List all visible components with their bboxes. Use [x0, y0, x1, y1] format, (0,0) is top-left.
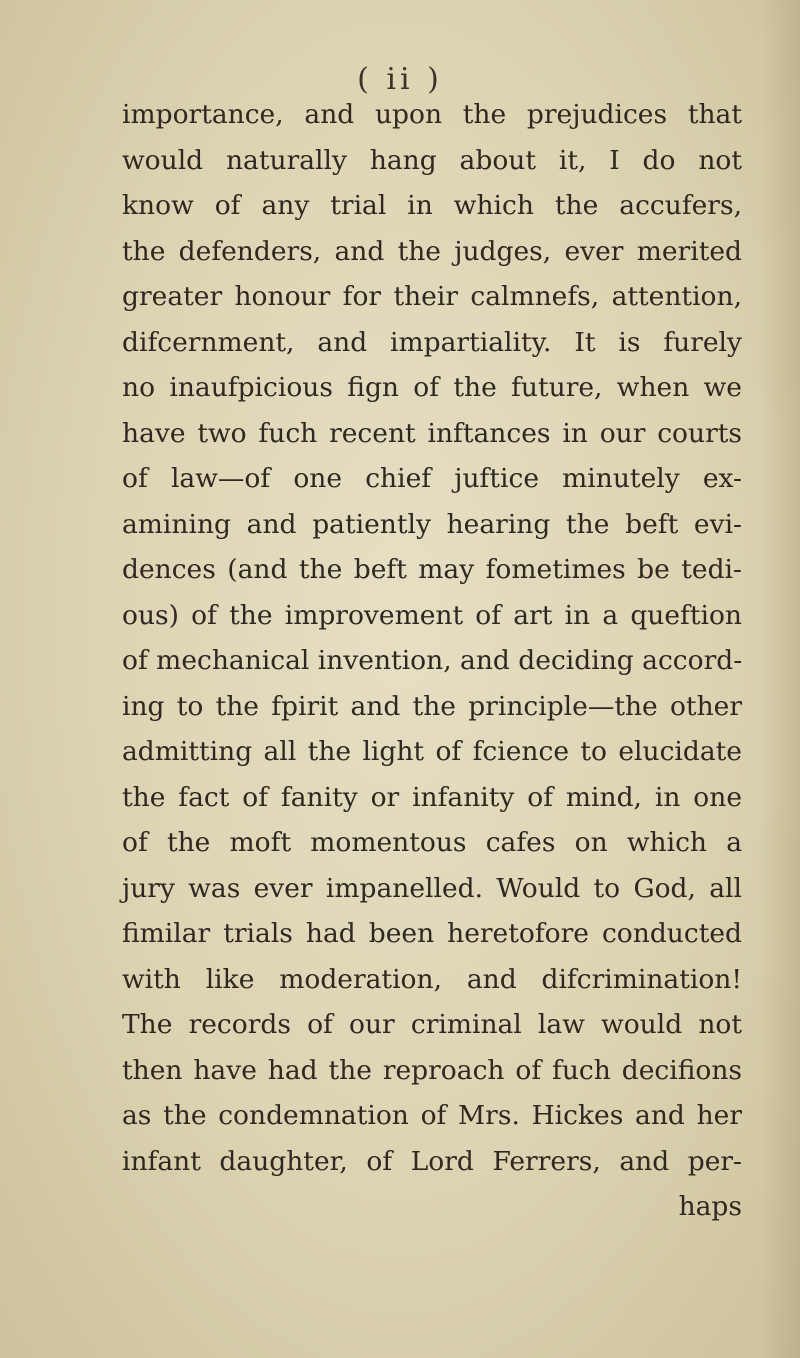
catchword: haps	[678, 1191, 742, 1222]
text-line: of law—of one chief juftice minutely ex-	[122, 463, 742, 494]
body-text	[122, 92, 742, 1230]
text-line: The records of our criminal law would not	[122, 1009, 742, 1040]
text-line: ing to the fpirit and the principle—the other	[122, 690, 742, 722]
text-line: admitting all the light of fcience to elucidate	[122, 736, 742, 767]
page-edge-shadow	[760, 0, 800, 1358]
text-line: as the condemnation of Mrs. Hickes and her	[122, 1100, 742, 1131]
text-line: ous) of the improvement of art in a queftion	[122, 599, 742, 631]
text-line: know of any trial in which the accufers,	[122, 190, 742, 221]
text-line: no inaufpicious fign of the future, when we	[122, 372, 742, 403]
text-line: with like moderation, and difcrimination!	[122, 963, 742, 995]
text-line: of mechanical invention, and deciding accord-	[122, 645, 743, 676]
text-line: dences (and the beft may fometimes be tedi-	[122, 554, 742, 585]
text-line: then have had the reproach of fuch decifions	[122, 1054, 742, 1086]
text-line: have two fuch recent inftances in our courts	[122, 417, 742, 449]
text-line: jury was ever impanelled. Would to God, all	[122, 872, 742, 904]
text-line: amining and patiently hearing the beft evi-	[122, 508, 742, 540]
text-line: would naturally hang about it, I do not	[122, 144, 742, 176]
text-line: importance, and upon the prejudices that	[122, 99, 742, 130]
text-line: fimilar trials had been heretofore conducted	[122, 918, 742, 949]
text-line: difcernment, and impartiality. It is furely	[122, 326, 742, 358]
text-line: the defenders, and the judges, ever merited	[122, 235, 742, 267]
page-number: ( ii )	[357, 62, 443, 97]
text-line: the fact of fanity or infanity of mind, in one	[122, 781, 742, 813]
text-line: of the moft momentous cafes on which a	[122, 827, 742, 858]
text-line: greater honour for their calmnefs, attention,	[122, 281, 742, 312]
text-line: infant daughter, of Lord Ferrers, and per-	[122, 1145, 742, 1177]
